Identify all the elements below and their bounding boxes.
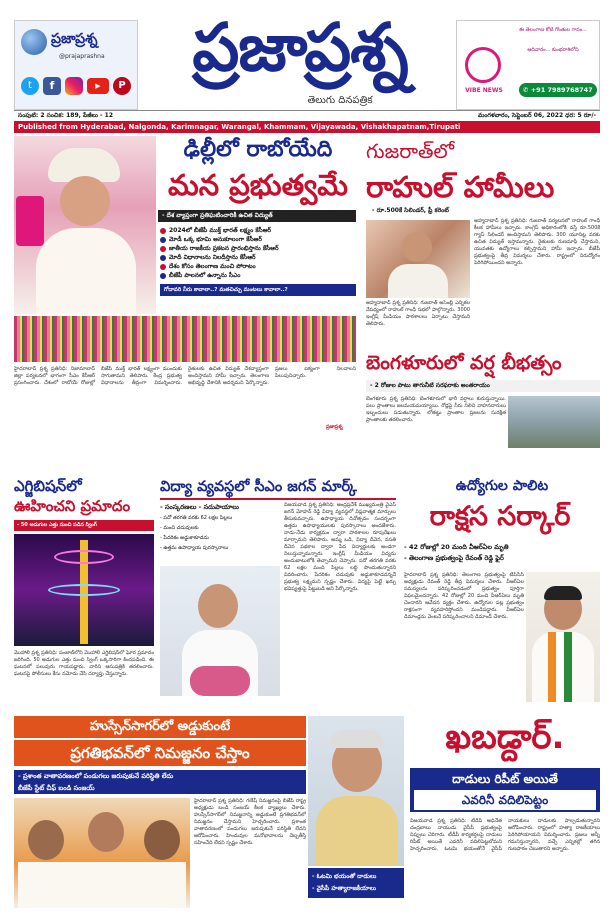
story2-headline2: రాహుల్ హామీలు [366, 170, 555, 204]
story8-headline: ఖబడ్దార్. [445, 717, 565, 757]
rally-crowd-photo [14, 316, 356, 362]
story1-logo: ప్రజాప్రశ్న [326, 424, 343, 430]
story6-body: హైదరాబాద్ ప్రశ్న ప్రతినిధి: తెలంగాణ ప్రభుత్వంపై టీపీసీసీ అధ్యక్షుడు రేవంత్ రెడ్డి తీవ్ర విమర్శలు చేశారు. వీఆర్ఏల సమస్యలను పరిష్కరించడంలో ప్రభుత్వం పూర్తిగా విఫలమైందన్నారు. 42 రోజుల్లో 20 మంది వీఆర్ఏలు మృతి చెందారని ఆవేదన వ్యక్తం చేశారు. ఉద్యోగుల పట్ల ప్రభుత్వం రాక్షసంగా వ్యవహరిస్తోందని మండిపడ్డారు. వీఆర్ఏల డిమాండ్లను వెంటనే పరిష్కరించాలని డిమాండ్ చేశారు. [404, 572, 524, 620]
bandi-sanjay-photo [14, 798, 190, 908]
story7-headline2: ప్రగతిభవన్‌లో నిమజ్జనం చేస్తాం [14, 740, 306, 766]
chandrababu-photo [308, 716, 404, 866]
vibe-logo-icon [465, 47, 501, 83]
corner-title: ప్రజాప్రశ్న [51, 31, 98, 47]
story7-headline1: హుస్సేన్‌సాగర్‌లో అడ్డుకుంటే [14, 716, 306, 738]
list-item: దేశం కోసం తెలంగాణ మంచి పోరాటం [160, 262, 356, 271]
issue-date: మంగళవారం, సెప్టెంబర్ 06, 2022 ధర: 5 రూ/- [478, 112, 596, 119]
story1-tagline: - దేశ వ్యాప్తంగా ప్రతిఘటించారికీ ఉచిత విద్యుత్ [158, 210, 356, 222]
story3-headline: బెంగళూరులో వర్ష బీభత్సం [366, 352, 562, 374]
story4-tagline: - 50 అడుగుల ఎత్తు నుంచి పడిన స్వింగ్ [14, 520, 154, 531]
list-item: - 42 రోజుల్లో 20 మంది వీఆర్ఏల మృతి [404, 543, 509, 551]
pinterest-icon[interactable]: P [113, 77, 131, 95]
corner-handle: @prajaprashna [59, 53, 105, 60]
list-item: మోదీ విధానాలను నిలదీస్తాను కేసీఆర్ [160, 253, 356, 262]
corner-brand-box [14, 20, 138, 110]
swing-ride-photo [14, 534, 154, 646]
story8-sub2: ఎవరినీ వదిలిపెట్టం [414, 790, 596, 810]
story7-tagline1: - ప్రశాంత వాతావరణంలో పండుగలు జరుపుకునే పరిస్థితి లేదు [18, 772, 174, 780]
list-item: 2024లో బీజేపీ ముక్త్ భారత్ లక్ష్యం కేసీఆర్ [160, 226, 356, 235]
list-item: - ఉత్తమ ఉపాధ్యాయ పురస్కారాలు [160, 545, 229, 551]
globe-icon [21, 29, 47, 55]
whatsapp-icon: ✆ [523, 86, 531, 94]
twitter-icon[interactable]: t [21, 77, 39, 95]
story1-headline1: ఢిల్లీలో రాబోయేది [183, 137, 333, 162]
list-item: - తెలంగాణ ప్రభుత్వంపై రేవంత్ రెడ్డి ఫైర్ [404, 554, 504, 562]
issue-info: సంపుటి: 2 సంచిక: 189, పేజీలు - 12 [18, 112, 113, 119]
story8-caption1: - ఓటమి భయంతో దాడులు [312, 873, 377, 880]
story8-subbox [410, 768, 600, 812]
ad-phone-text: +91 7989768747 [530, 86, 593, 94]
story5-bullets [160, 502, 280, 553]
story7-tagline2: బీజేపీ స్టేట్ చీఫ్ బండి సంజయ్ [18, 784, 95, 792]
story7-taglines [14, 770, 306, 794]
youtube-icon[interactable]: ▶ [87, 78, 109, 94]
story4-body: మొహాలీ ప్రశ్న ప్రతినిధి: పంజాబ్‌లోని మొహాలీ ఎగ్జిబిషన్‌లో ఘోర ప్రమాదం జరిగింది. 50 అడుగుల ఎత్తు నుంచి స్వింగ్ ఒక్కసారిగా కిందపడింది. ఈ ఘటనలో పలువురు గాయపడ్డారు. వారిని ఆసుపత్రికి తరలించారు. ఘటనపై పోలీసులు కేసు నమోదు చేసి దర్యాప్తు చేస్తున్నారు. [14, 650, 154, 677]
story2-body: అహ్మదాబాద్ ప్రశ్న ప్రతినిధి: గుజరాత్ పర్యటనలో రాహుల్ గాంధీ కీలక హామీలు ఇచ్చారు. కాంగ్రెస్ అధికారంలోకి వస్తే రూ.500కే గ్యాస్ సిలిండర్ అందిస్తామని తెలిపారు. 300 యూనిట్ల వరకు ఉచిత విద్యుత్ ఇస్తామన్నారు. రైతులకు రుణమాఫీ చేస్తామని, యువతకు ఉద్యోగాలు కల్పిస్తామని హామీ ఇచ్చారు. బీజేపీ ప్రభుత్వంపై తీవ్ర విమర్శలు చేశారు. రాష్ట్రంలో నిరుద్యోగం పెరిగిపోయిందని అన్నారు. [474, 218, 600, 266]
story2-headline1: గుజరాత్‌లో [366, 139, 455, 163]
story4-headline1: ఎగ్జిబిషన్‌లో [14, 477, 82, 495]
list-item: జాతీయ రాజకీయ ప్రకటన ప్రారంభిస్తాను కేసీఆర్ [160, 244, 356, 253]
published-bar: Published from Hyderabad, Nalgonda, Karimnagar, Warangal, Khammam, Vijayawada, Vishakhapatnam,Tirupati [14, 121, 600, 133]
list-item: మోడీ ఒక్క భూమి అనుకూలంగా కేసీఆర్ [160, 235, 356, 244]
list-item: - పదో తరగతి వరకు 62 లక్షల పిల్లలు [160, 515, 233, 521]
story2-body-left: అహ్మదాబాద్ ప్రశ్న ప్రతినిధి: గుజరాత్ అసెంబ్లీ ఎన్నికల నేపథ్యంలో రాహుల్ గాంధీ సభలో పాల్గొన్నారు. 3000 ఇంగ్లీష్ మీడియం పాఠశాలలు ఏర్పాటు చేస్తామని తెలిపారు. [366, 300, 470, 327]
kcr-photo [14, 136, 156, 314]
story4-headline2: ఊహించని ప్రమాదం [14, 497, 131, 515]
story3-body: బెంగళూరు ప్రశ్న ప్రతినిధి: బెంగళూరులో భారీ వర్షాలు కురుస్తున్నాయి. పలు ప్రాంతాలు జలమయమయ్యాయి. రోడ్లపై నీరు నిలిచి వాహనదారులు ఇబ్బందులు పడుతున్నారు. లోతట్టు ప్రాంతాల ప్రజలను సురక్షిత ప్రాంతాలకు తరలించారు. [366, 396, 506, 423]
masthead-title: ప్రజాప్రశ్న [192, 9, 408, 86]
story6-bullets [404, 542, 600, 564]
revanth-photo [526, 572, 600, 702]
ad-phone [519, 83, 597, 97]
story1-body: హైదరాబాద్ ప్రశ్న ప్రతినిధి: నిజామాబాద్ జిల్లా పర్యటనలో భాగంగా సీఎం కేసీఆర్ ప్రసంగించారు. దేశంలో రాబోయే రోజుల్లో బీజేపీ ముక్త్ భారత్ లక్ష్యంగా ముందుకు సాగుతామని తెలిపారు. కేంద్ర ప్రభుత్వ విధానాలను తీవ్రంగా విమర్శించారు. రైతులకు ఉచిత విద్యుత్ దేశవ్యాప్తంగా అందిస్తామని హామీ ఇచ్చారు. తెలంగాణ అభివృద్ధి దేశానికి ఆదర్శమని పేర్కొన్నారు. ప్రజలు ఐక్యంగా నిలవాలని పిలుపునిచ్చారు. [14, 366, 356, 386]
rahul-photo [366, 220, 470, 298]
story7-body: హైదరాబాద్ ప్రశ్న ప్రతినిధి: గణేష్ నిమజ్జనంపై బీజేపీ రాష్ట్ర అధ్యక్షుడు బండి సంజయ్ కీలక వ్యాఖ్యలు చేశారు. హుస్సేన్‌సాగర్‌లో నిమజ్జనాన్ని అడ్డుకుంటే ప్రగతిభవన్‌లో నిమజ్జనం చేస్తామని హెచ్చరించారు. ప్రశాంత వాతావరణంలో పండుగలు జరుపుకునే పరిస్థితి లేదని ఆరోపించారు. హిందువుల మనోభావాలను దెబ్బతీస్తే సహించేది లేదని స్పష్టం చేశారు. [194, 798, 306, 846]
ad-line2: ఆదివారం... కుంభరాశిలోని [527, 47, 579, 53]
story1-headline2: మన ప్రభుత్వమే [168, 168, 348, 202]
story8-captions [308, 868, 404, 898]
story8-caption2: - వైసీపీ హత్యారాజకీయాలు [312, 885, 377, 892]
ad-line1: ఈ తెలంగాణ కోటి గొంతుల గానం... [519, 27, 587, 33]
jagan-photo [160, 566, 280, 696]
ad-brand: VIBE NEWS [465, 87, 503, 94]
facebook-icon[interactable]: f [43, 77, 61, 95]
story3-tagline: - 2 రోజుల పాటు తాగునీటి సరఫరాకు అంతరాయం [366, 380, 600, 392]
flood-photo [508, 396, 600, 448]
list-item: బీజేపీ పాలనలో ఉన్నాను సీఎం [160, 271, 356, 280]
social-icons [21, 77, 131, 95]
masthead-ad [456, 20, 600, 110]
story2-tagline: - రూ.500కే సిలిండర్, ఫ్రీ కరెంట్ [372, 207, 449, 214]
list-item: - సంస్కరణలు - సదుపాయాలు [160, 503, 239, 511]
story1-bullets [160, 226, 356, 280]
story6-kicker: ఉద్యోగుల పాలిట [455, 478, 549, 494]
masthead-subtitle: తెలుగు దినపత్రిక [307, 95, 373, 106]
story8-sub1: దాడులు రిపీట్ అయితే [452, 772, 558, 786]
story1-question: గోదావరి నీరు కావాలా..? మతచిచ్చు మంటలు కావాలా..? [160, 284, 356, 296]
story5-body: విజయవాడ ప్రశ్న ప్రతినిధి: ఆంధ్రప్రదేశ్ ముఖ్యమంత్రి వైఎస్ జగన్ మోహన్ రెడ్డి విద్యా వ్యవస్థలో విప్లవాత్మక మార్పులు తీసుకువచ్చారు. ఉపాధ్యాయ దినోత్సవం సందర్భంగా ఉత్తమ ఉపాధ్యాయులకు పురస్కారాలు అందజేశారు. నాడు-నేడు కార్యక్రమం ద్వారా పాఠశాలల రూపురేఖలు మార్చామని తెలిపారు. అమ్మ ఒడి, విద్యా దీవెన, వసతి దీవెన పథకాల ద్వారా పేద విద్యార్థులకు అండగా నిలుస్తున్నామన్నారు. ఇంగ్లీష్ మీడియం విద్యను అందుబాటులోకి తెచ్చామని చెప్పారు. పదో తరగతి వరకు 62 లక్షల మంది పిల్లలు లబ్ధి పొందుతున్నారని వివరించారు. పేదరికం చదువుకు అడ్డుకాకూడదన్నదే ప్రభుత్వ లక్ష్యమని స్పష్టం చేశారు. విద్యపై పెట్టే ఖర్చు భవిష్యత్తుపై పెట్టుబడి అని పేర్కొన్నారు. [284, 502, 396, 592]
story5-headline: విద్యా వ్యవస్థలో సీఎం జగన్ మార్క్ [160, 476, 396, 500]
story8-body: విజయవాడ ప్రశ్న ప్రతినిధి: టీడీపీ అధినేత చంద్రబాబు నాయుడు వైసీపీ ప్రభుత్వంపై నిప్పులు చెరిగారు. టీడీపీ కార్యకర్తలపై దాడులు రిపీట్ అయితే ఎవరినీ వదిలిపెట్టబోమని హెచ్చరించారు. ఓటమి భయంతోనే వైసీపీ నాయకులు దాడులకు పాల్పడుతున్నారని ఆరోపించారు. రాష్ట్రంలో హత్యా రాజకీయాలు పెరిగిపోయాయని విమర్శించారు. ప్రజలు అన్నీ గమనిస్తున్నారని, వచ్చే ఎన్నికల్లో తగిన గుణపాఠం చెబుతారని అన్నారు. [410, 818, 600, 852]
issue-bar [14, 110, 600, 120]
list-item: - మంచి చదువులకు [160, 525, 199, 531]
list-item: - పేదరికం అడ్డుకాకూడదు [160, 535, 209, 541]
instagram-icon[interactable] [65, 77, 83, 95]
story6-headline: రాక్షస సర్కార్ [429, 501, 571, 532]
